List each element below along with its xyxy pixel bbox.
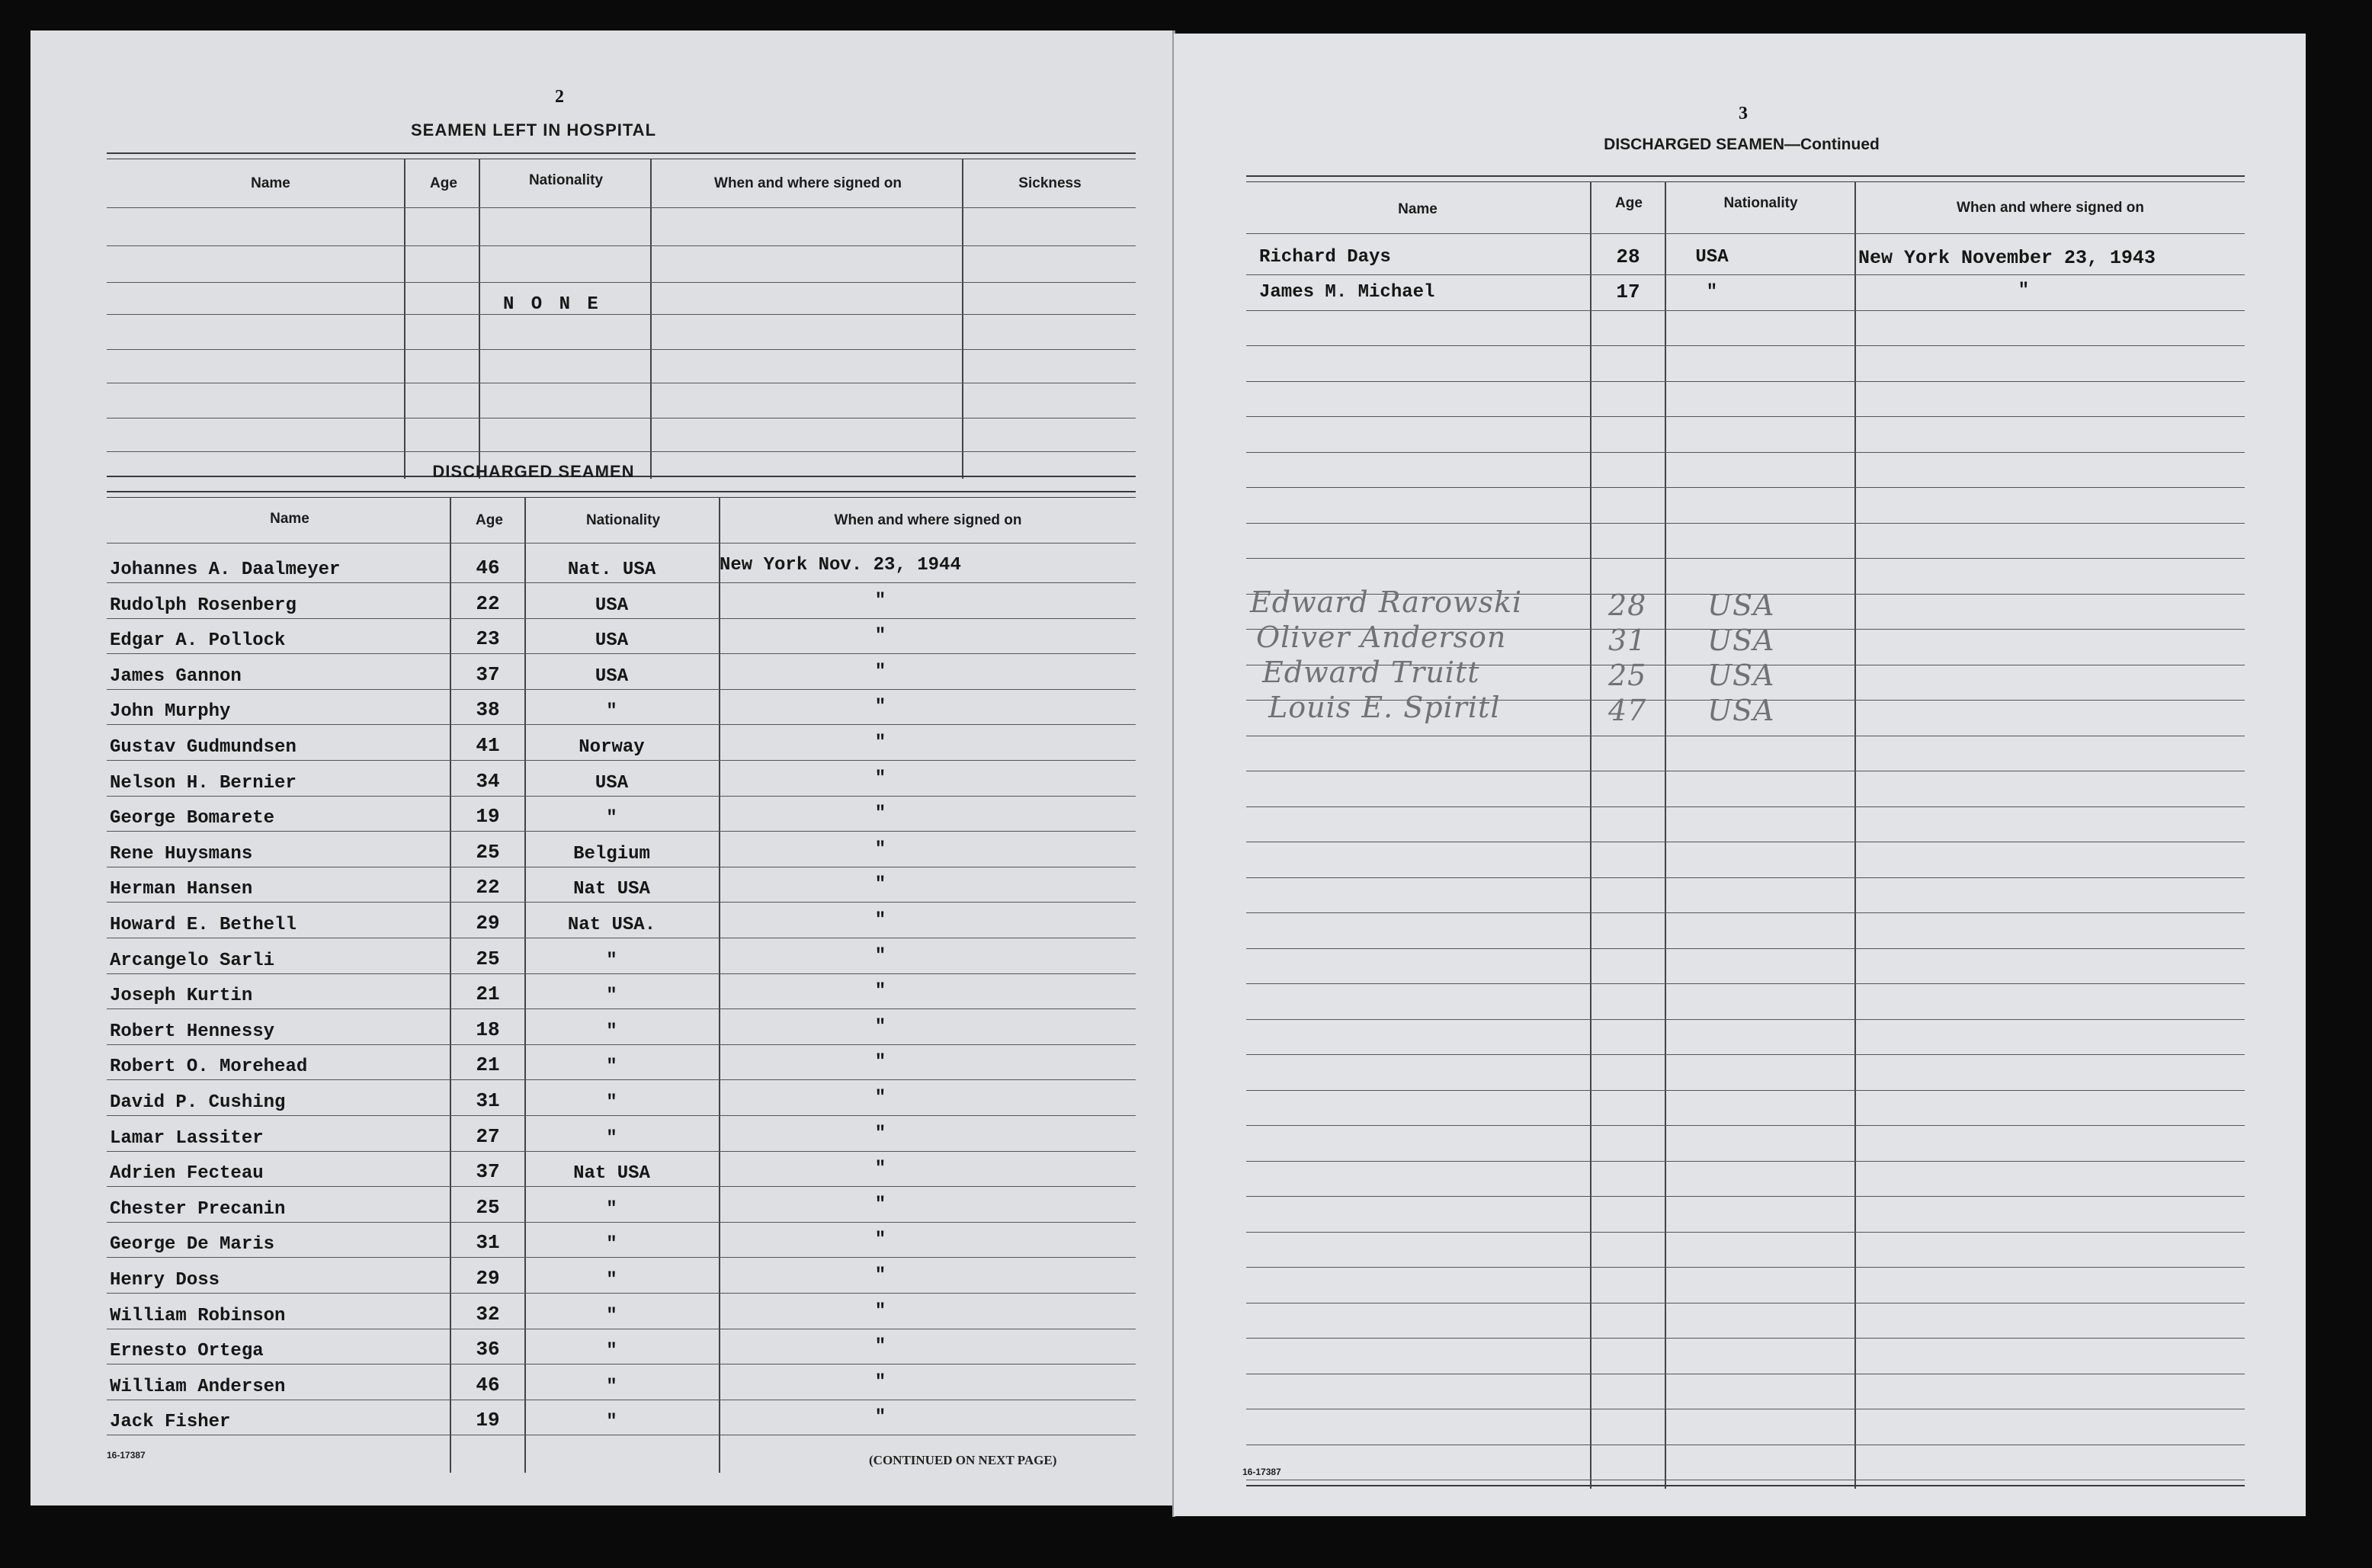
seaman-age: 28 [1616,245,1640,268]
seaman-nationality: " [606,1412,617,1432]
signed-on: " [874,1088,886,1108]
page-number: 2 [555,87,564,107]
col-header-age: Age [476,512,503,528]
seaman-nationality: " [606,986,617,1006]
col-header-name: Name [270,511,309,527]
row-rule [1246,877,2245,878]
handwritten-name: Edward Truitt [1262,656,1480,689]
row-rule [1246,948,2245,949]
seaman-name: Herman Hansen [110,879,253,899]
seaman-nationality: Nat USA. [567,915,656,935]
seaman-age: 22 [476,876,500,899]
handwritten-name: Louis E. Spiritl [1268,691,1501,724]
seaman-age: 22 [476,592,500,615]
seaman-age: 34 [476,770,500,793]
seaman-age: 21 [476,983,500,1005]
seaman-name: George De Maris [110,1234,275,1255]
signed-on: " [2018,281,2030,301]
discharged-section-title: DISCHARGED SEAMEN [432,462,635,481]
signed-on: " [874,768,886,789]
seaman-nationality: " [606,1199,617,1220]
col-header-nationality: Nationality [1723,195,1798,211]
seaman-age: 31 [476,1231,500,1254]
row-rule [1246,806,2245,807]
seaman-nationality: " [606,808,617,829]
col-header-nationality: Nationality [528,172,604,188]
seaman-name: Rene Huysmans [110,844,253,864]
seaman-name: Lamar Lassiter [110,1128,264,1149]
signed-on: " [874,1265,886,1286]
row-rule [1246,1090,2245,1091]
seaman-name: Joseph Kurtin [110,986,253,1006]
seaman-name: James M. Michael [1259,282,1435,303]
seaman-name: Johannes A. Daalmeyer [110,560,341,580]
row-rule [107,1293,1136,1294]
seaman-age: 29 [476,1267,500,1290]
row-rule [107,582,1136,583]
seaman-name: Edgar A. Pollock [110,630,286,651]
seaman-name: George Bomarete [110,808,275,829]
seaman-nationality: Nat USA [573,879,650,899]
seaman-name: Adrien Fecteau [110,1163,264,1184]
row-rule [107,618,1136,619]
col-header-age: Age [430,175,457,191]
signed-on: " [874,910,886,931]
hospital-section-title: SEAMEN LEFT IN HOSPITAL [410,120,657,139]
signed-on: " [874,1407,886,1428]
row-rule [107,1151,1136,1152]
col-header-name: Name [251,175,290,191]
signed-on: " [874,874,886,895]
seaman-age: 27 [476,1125,500,1148]
right-page [1174,34,2306,1516]
row-rule [107,902,1136,903]
seaman-nationality: " [606,1341,617,1361]
seaman-nationality: " [606,1306,617,1326]
row-rule [107,1186,1136,1187]
seaman-name: David P. Cushing [110,1092,286,1113]
signed-on: " [874,1017,886,1037]
row-rule [107,1044,1136,1045]
row-rule [107,796,1136,797]
signed-on: New York Nov. 23, 1944 [720,555,961,576]
row-rule [107,1257,1136,1258]
seaman-age: 19 [476,1409,500,1432]
seaman-nationality: " [606,951,617,971]
row-rule [1246,1054,2245,1055]
seaman-age: 19 [476,805,500,828]
row-rule [1246,416,2245,417]
form-number: 16-17387 [1242,1467,1281,1477]
seaman-name: William Robinson [110,1306,286,1326]
handwritten-nationality: USA [1707,624,1775,657]
signed-on: " [874,1159,886,1179]
seaman-age: 46 [476,556,500,579]
seaman-age: 17 [1616,281,1640,303]
row-rule [1246,1196,2245,1197]
seaman-name: Nelson H. Bernier [110,773,296,794]
col-header-nationality: Nationality [585,512,661,528]
seaman-nationality: USA [595,773,629,794]
seaman-name: John Murphy [110,701,231,722]
row-rule [1246,1019,2245,1020]
seaman-name: Arcangelo Sarli [110,951,275,971]
seaman-name: Rudolph Rosenberg [110,595,296,616]
seaman-name: Gustav Gudmundsen [110,737,296,758]
col-header-signed: When and where signed on [834,512,1022,528]
handwritten-age: 31 [1608,624,1647,657]
signed-on: " [874,1124,886,1144]
seaman-age: 18 [476,1018,500,1041]
seaman-nationality: Nat USA [573,1163,650,1184]
handwritten-nationality: USA [1707,694,1775,727]
signed-on: " [874,733,886,753]
page-number: 3 [1739,104,1748,123]
seaman-age: 25 [476,1196,500,1219]
seaman-nationality: USA [595,666,629,687]
seaman-name: Robert O. Morehead [110,1057,308,1077]
seaman-nationality: " [1706,282,1718,303]
seaman-age: 25 [476,841,500,864]
handwritten-nationality: USA [1707,659,1775,692]
seaman-age: 38 [476,698,500,721]
seaman-age: 29 [476,912,500,935]
row-rule [1246,558,2245,559]
row-rule [1246,345,2245,346]
seaman-name: James Gannon [110,666,242,687]
seaman-name: Henry Doss [110,1270,220,1291]
form-number: 16-17387 [107,1450,146,1461]
signed-on: " [874,662,886,682]
signed-on: " [874,1336,886,1357]
row-rule [1246,487,2245,488]
seaman-age: 37 [476,1160,500,1183]
seaman-nationality: " [606,1092,617,1113]
seaman-name: Howard E. Bethell [110,915,296,935]
row-rule [107,760,1136,761]
row-rule [1246,1125,2245,1126]
signed-on: " [874,1194,886,1215]
discharged-continued-title: DISCHARGED SEAMEN—Continued [1604,136,1880,153]
signed-on: " [874,803,886,824]
seaman-age: 21 [476,1053,500,1076]
seaman-nationality: " [606,1234,617,1255]
seaman-nationality: USA [1695,247,1729,268]
seaman-nationality: USA [595,630,629,651]
row-rule [107,831,1136,832]
seaman-age: 32 [476,1303,500,1326]
seaman-nationality: " [606,1270,617,1291]
row-rule [1246,1338,2245,1339]
seaman-age: 31 [476,1089,500,1112]
col-header-age: Age [1615,195,1643,211]
handwritten-age: 47 [1608,694,1647,727]
row-rule [107,973,1136,974]
col-header-name: Name [1398,201,1438,217]
row-rule [1246,1232,2245,1233]
seaman-age: 36 [476,1338,500,1361]
row-rule [107,689,1136,690]
row-rule [107,1008,1136,1009]
signed-on: " [874,697,886,717]
seaman-name: Richard Days [1259,247,1391,268]
seaman-age: 25 [476,948,500,970]
row-rule [1246,310,2245,311]
hospital-none-note: N O N E [503,294,601,315]
seaman-nationality: " [606,1128,617,1149]
signed-on: " [874,839,886,860]
handwritten-age: 25 [1608,659,1647,692]
col-header-signed: When and where signed on [1957,200,2144,216]
signed-on: " [874,946,886,967]
row-rule [1246,381,2245,382]
seaman-nationality: Nat. USA [567,560,656,580]
seaman-name: Ernesto Ortega [110,1341,264,1361]
row-rule [107,1222,1136,1223]
signed-on: New York November 23, 1943 [1858,247,2156,269]
seaman-age: 41 [476,734,500,757]
continued-footnote: (CONTINUED ON NEXT PAGE) [869,1453,1057,1467]
signed-on: " [874,981,886,1002]
seaman-nationality: " [606,1057,617,1077]
signed-on: " [874,1301,886,1322]
handwritten-name: Edward Rarowski [1250,585,1523,619]
signed-on: " [874,1230,886,1250]
row-rule [1246,523,2245,524]
row-rule [1246,452,2245,453]
row-rule [107,1115,1136,1116]
signed-on: " [874,591,886,611]
row-rule [1246,1161,2245,1162]
seaman-name: Robert Hennessy [110,1021,275,1042]
row-rule [107,724,1136,725]
seaman-nationality: USA [595,595,629,616]
seaman-nationality: " [606,701,617,722]
left-page [30,30,1174,1505]
row-rule [1246,983,2245,984]
signed-on: " [874,626,886,646]
row-rule [1246,1267,2245,1268]
seaman-name: Jack Fisher [110,1412,231,1432]
row-rule [107,1079,1136,1080]
col-header-sickness: Sickness [1018,175,1082,191]
seaman-age: 46 [476,1374,500,1396]
signed-on: " [874,1052,886,1073]
signed-on: " [874,1372,886,1393]
seaman-nationality: Norway [579,737,645,758]
row-rule [1246,912,2245,913]
handwritten-nationality: USA [1707,588,1775,622]
seaman-nationality: " [606,1021,617,1042]
col-header-signed: When and where signed on [714,175,902,191]
seaman-nationality: " [606,1377,617,1397]
seaman-name: Chester Precanin [110,1199,286,1220]
seaman-age: 23 [476,627,500,650]
seaman-age: 37 [476,663,500,686]
row-rule [1246,274,2245,275]
handwritten-age: 28 [1608,588,1647,622]
handwritten-name: Oliver Anderson [1256,620,1507,654]
row-rule [107,653,1136,654]
seaman-nationality: Belgium [573,844,650,864]
seaman-name: William Andersen [110,1377,286,1397]
